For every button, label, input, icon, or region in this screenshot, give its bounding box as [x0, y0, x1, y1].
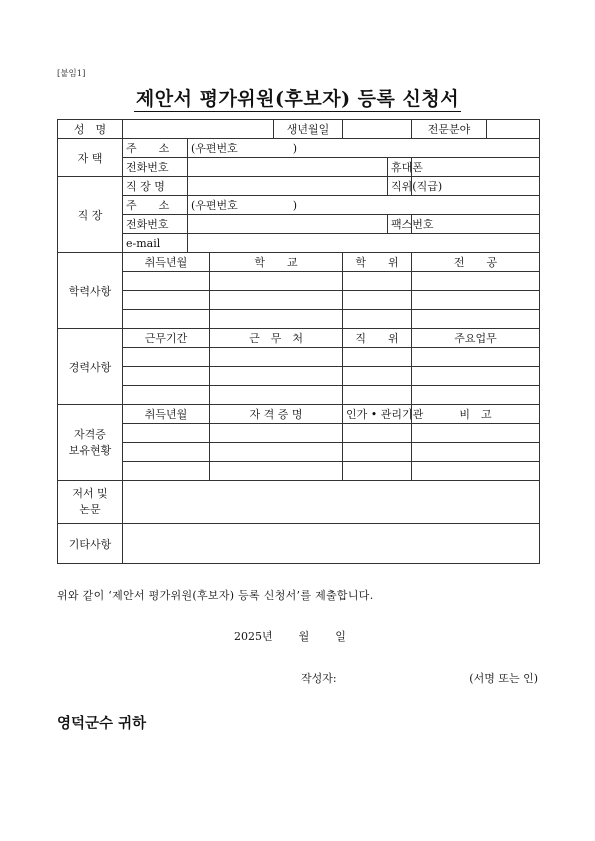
career-row	[58, 386, 540, 405]
education-row	[58, 310, 540, 329]
home-label: 자 택	[58, 139, 123, 177]
row-home-phone	[58, 158, 540, 177]
license-header: 인가 • 관리기관	[343, 405, 412, 424]
education-label: 학력사항	[58, 253, 123, 329]
license-row	[58, 424, 540, 443]
mobile-label: 휴대폰	[388, 158, 412, 177]
education-header: 취득년월	[123, 253, 210, 272]
license-label: 자격증 보유현황	[58, 405, 123, 481]
other-row	[58, 524, 540, 564]
workplace-label: 직 장 명	[123, 177, 188, 196]
attachment-label: [붙임1]	[57, 69, 86, 79]
workplace-input[interactable]	[188, 177, 388, 196]
row-work-phone	[58, 215, 540, 234]
work-address-label: 주 소	[123, 196, 188, 215]
mobile-input[interactable]	[412, 158, 540, 177]
home-phone-label: 전화번호	[123, 158, 188, 177]
career-header: 근 무 처	[210, 329, 343, 348]
education-row	[58, 272, 540, 291]
education-header: 전 공	[412, 253, 540, 272]
field-label: 전문분야	[412, 120, 487, 139]
education-header: 학 위	[343, 253, 412, 272]
education-row	[58, 291, 540, 310]
career-header: 직 위	[343, 329, 412, 348]
writer-label: 작성자:	[301, 672, 337, 685]
document-title	[0, 84, 595, 111]
license-header: 자 격 증 명	[210, 405, 343, 424]
row-workplace	[58, 177, 540, 196]
date-year: 2025년	[234, 630, 273, 643]
career-header: 주요업무	[412, 329, 540, 348]
career-label: 경력사항	[58, 329, 123, 405]
signature-label: (서명 또는 인)	[469, 672, 538, 685]
career-row	[58, 348, 540, 367]
license-row	[58, 462, 540, 481]
books-label: 저서 및 논문	[58, 481, 123, 524]
application-form-table	[57, 119, 540, 564]
home-phone-input[interactable]	[188, 158, 388, 177]
other-label: 기타사항	[58, 524, 123, 564]
recipient-label: 영덕군수 귀하	[57, 715, 147, 732]
name-label: 성 명	[58, 120, 123, 139]
birth-label: 생년월일	[274, 120, 343, 139]
home-address-label: 주 소	[123, 139, 188, 158]
name-input[interactable]	[123, 120, 274, 139]
other-input[interactable]	[123, 524, 540, 564]
work-address-input[interactable]: (우편번호 )	[188, 196, 540, 215]
date-month: 월	[298, 630, 310, 643]
books-input[interactable]	[123, 481, 540, 524]
row-name	[58, 120, 540, 139]
career-header-row	[58, 329, 540, 348]
date-line	[234, 628, 346, 644]
title-text: 제안서 평가위원(후보자) 등록 신청서	[135, 88, 460, 110]
date-day: 일	[335, 630, 346, 643]
license-header: 취득년월	[123, 405, 210, 424]
career-row	[58, 367, 540, 386]
career-header: 근무기간	[123, 329, 210, 348]
field-input[interactable]	[487, 120, 540, 139]
license-row	[58, 443, 540, 462]
work-phone-label: 전화번호	[123, 215, 188, 234]
email-label: e-mail	[123, 234, 188, 253]
position-label: 직위(직급)	[388, 177, 412, 196]
row-home-address	[58, 139, 540, 158]
work-phone-input[interactable]	[188, 215, 388, 234]
declaration-text: 위와 같이 ‘제안서 평가위원(후보자) 등록 신청서’를 제출합니다.	[57, 589, 374, 602]
education-header: 학 교	[210, 253, 343, 272]
row-work-address	[58, 196, 540, 215]
email-input[interactable]	[188, 234, 540, 253]
books-row	[58, 481, 540, 524]
license-header-row	[58, 405, 540, 424]
home-address-input[interactable]: (우편번호 )	[188, 139, 540, 158]
row-email	[58, 234, 540, 253]
fax-label: 팩스번호	[388, 215, 412, 234]
education-header-row	[58, 253, 540, 272]
license-header: 비 고	[412, 405, 540, 424]
birth-input[interactable]	[343, 120, 412, 139]
work-label: 직 장	[58, 177, 123, 253]
